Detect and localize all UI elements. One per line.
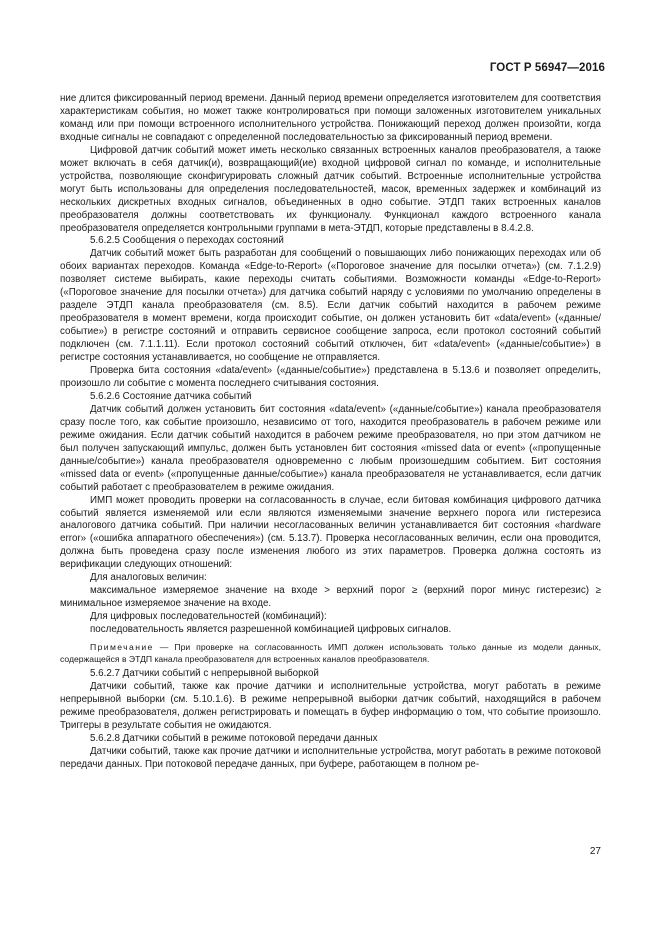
- paragraph: Датчики событий, также как прочие датчики и исполнительные устройства, могут работать в режиме непрерывной выборки (см. 5.10.1.6). В режиме непрерывной выборки датчик событий, находящийся в рабочем режиме преобразователя, должен регистрировать и помещать в буфер информацию о том, что событие произошло. Триггеры в результате события не ожидаются.: [60, 681, 601, 732]
- paragraph: Датчики событий, также как прочие датчики и исполнительные устройства, могут работать в режиме потоковой передачи данных. При потоковой передаче данных, при буфере, работающем в полном ре-: [60, 746, 601, 771]
- paragraph: Цифровой датчик событий может иметь несколько связанных встроенных каналов преобразователя, а также может включать в себя датчик(и), возвращающий(ие) входной цифровой сигнал по команде, и исполнительные устройства, позволяющие сконфигурировать сложный датчик событий. Встроенные исполнительные устройства могут быть использованы для определения последовательностей, масок, временных задержек и комбинаций из нескольких дискретных входных сигналов, объединенных в одно событие. ЭТДП таких встроенных каналов преобразователя должны соответствовать их функционалу. Функционал каждого встроенного канала преобразователя определяется контрольными группами в мета-ЭТДП, которые представлены в 8.4.2.8.: [60, 144, 601, 234]
- section-heading: 5.6.2.6 Состояние датчика событий: [90, 390, 252, 402]
- note: [60, 641, 601, 665]
- paragraph: ИМП может проводить проверки на согласованность в случае, если битовая комбинация цифрового датчика событий является изменяемой или если являются изменяемыми значение верхнего порога или гистерезиса аналогового датчика событий. При наличии несогласованных величин устанавливается бит состояния «hardware error» («ошибка аппаратного обеспечения») (см. 5.13.7). Проверка несогласованных величин, если она проводится, должна быть проведена сразу после изменения любого из этих параметров. Проверка должна состоять из верификации следующих отношений:: [60, 494, 601, 571]
- page-number: 27: [589, 846, 601, 857]
- section-heading: 5.6.2.8 Датчики событий в режиме потоковой передачи данных: [90, 733, 378, 745]
- document-header: ГОСТ Р 56947—2016: [489, 62, 605, 74]
- note-text: — При проверке на согласованность ИМП должен использовать только данные из модели данных, содержащейся в ЭТДП канала преобразователя для встроенных каналов преобразователя.: [60, 642, 601, 665]
- paragraph: максимальное измеряемое значение на входе > верхний порог ≥ (верхний порог минус гистерезис) ≥ минимальное измеряемое значение на входе.: [60, 585, 601, 610]
- paragraph: Для аналоговых величин:: [90, 572, 207, 584]
- paragraph: Датчик событий должен установить бит состояния «data/event» («данные/событие») канала преобразователя сразу после того, как событие произошло, независимо от того, находится преобразователь в рабочем режиме или режиме ожидания. Если датчик событий находится в рабочем режиме преобразователя, но при этом датчиком не был получен запускающий импульс, должен быть установлен бит состояния «missed data or event» («пропущенные данные/событие») канала преобразователя одновременно с любым произошедшим событием. Бит состояния «missed data or event» («пропущенные данные/событие») канала преобразователя не устанавливается, если датчик событий работает с преобразователем в режиме ожидания.: [60, 403, 601, 493]
- paragraph: Проверка бита состояния «data/event» («данные/событие») представлена в 5.13.6 и позволяет определить, произошло ли событие с момента последнего считывания состояния.: [60, 365, 601, 389]
- document-body: [60, 93, 601, 772]
- paragraph: Для цифровых последовательностей (комбинаций):: [90, 611, 327, 623]
- paragraph: ние длится фиксированный период времени. Данный период времени определяется изготовителем для соответствия характеристикам события, но может также контролироваться при помощи заложенных изготовителем уникальных команд или при помощи встроенного исполнительного устройства. Понижающий переход должен произойти, когда входные сигналы не совпадают с определенной последовательностью за фиксированный период времени.: [60, 93, 601, 143]
- note-label: Примечание: [90, 642, 154, 653]
- section-heading: 5.6.2.5 Сообщения о переходах состояний: [90, 235, 284, 247]
- paragraph: Датчик событий может быть разработан для сообщений о повышающих либо понижающих переходах или об обоих вариантах переходов. Команда «Edge-to-Report» («Пороговое значение для посылки отчета») (см. 7.1.2.9) позволяет системе выбирать, какие переходы считать событиями. Возможности команды «Edge-to-Report» («Пороговое значение для посылки отчета») для датчика событий наряду с условиями по умолчанию определены в разделе ЭТДП канала преобразователя (см. 8.5). Если датчик событий находится в рабочем режиме преобразователя в момент времени, когда происходит событие, он должен установить бит «data/event» («данные/событие») в регистре состояний и отправить сервисное сообщение запроса, если протокол состояний событий подключен (см. 7.1.1.11). Если протокол состояний событий отключен, бит «data/event» («данные/событие») в регистре состояния устанавливается, но сообщение не отправляется.: [60, 248, 601, 364]
- section-heading: 5.6.2.7 Датчики событий с непрерывной выборкой: [90, 668, 319, 680]
- paragraph: последовательность является разрешенной комбинацией цифровых сигналов.: [90, 624, 452, 636]
